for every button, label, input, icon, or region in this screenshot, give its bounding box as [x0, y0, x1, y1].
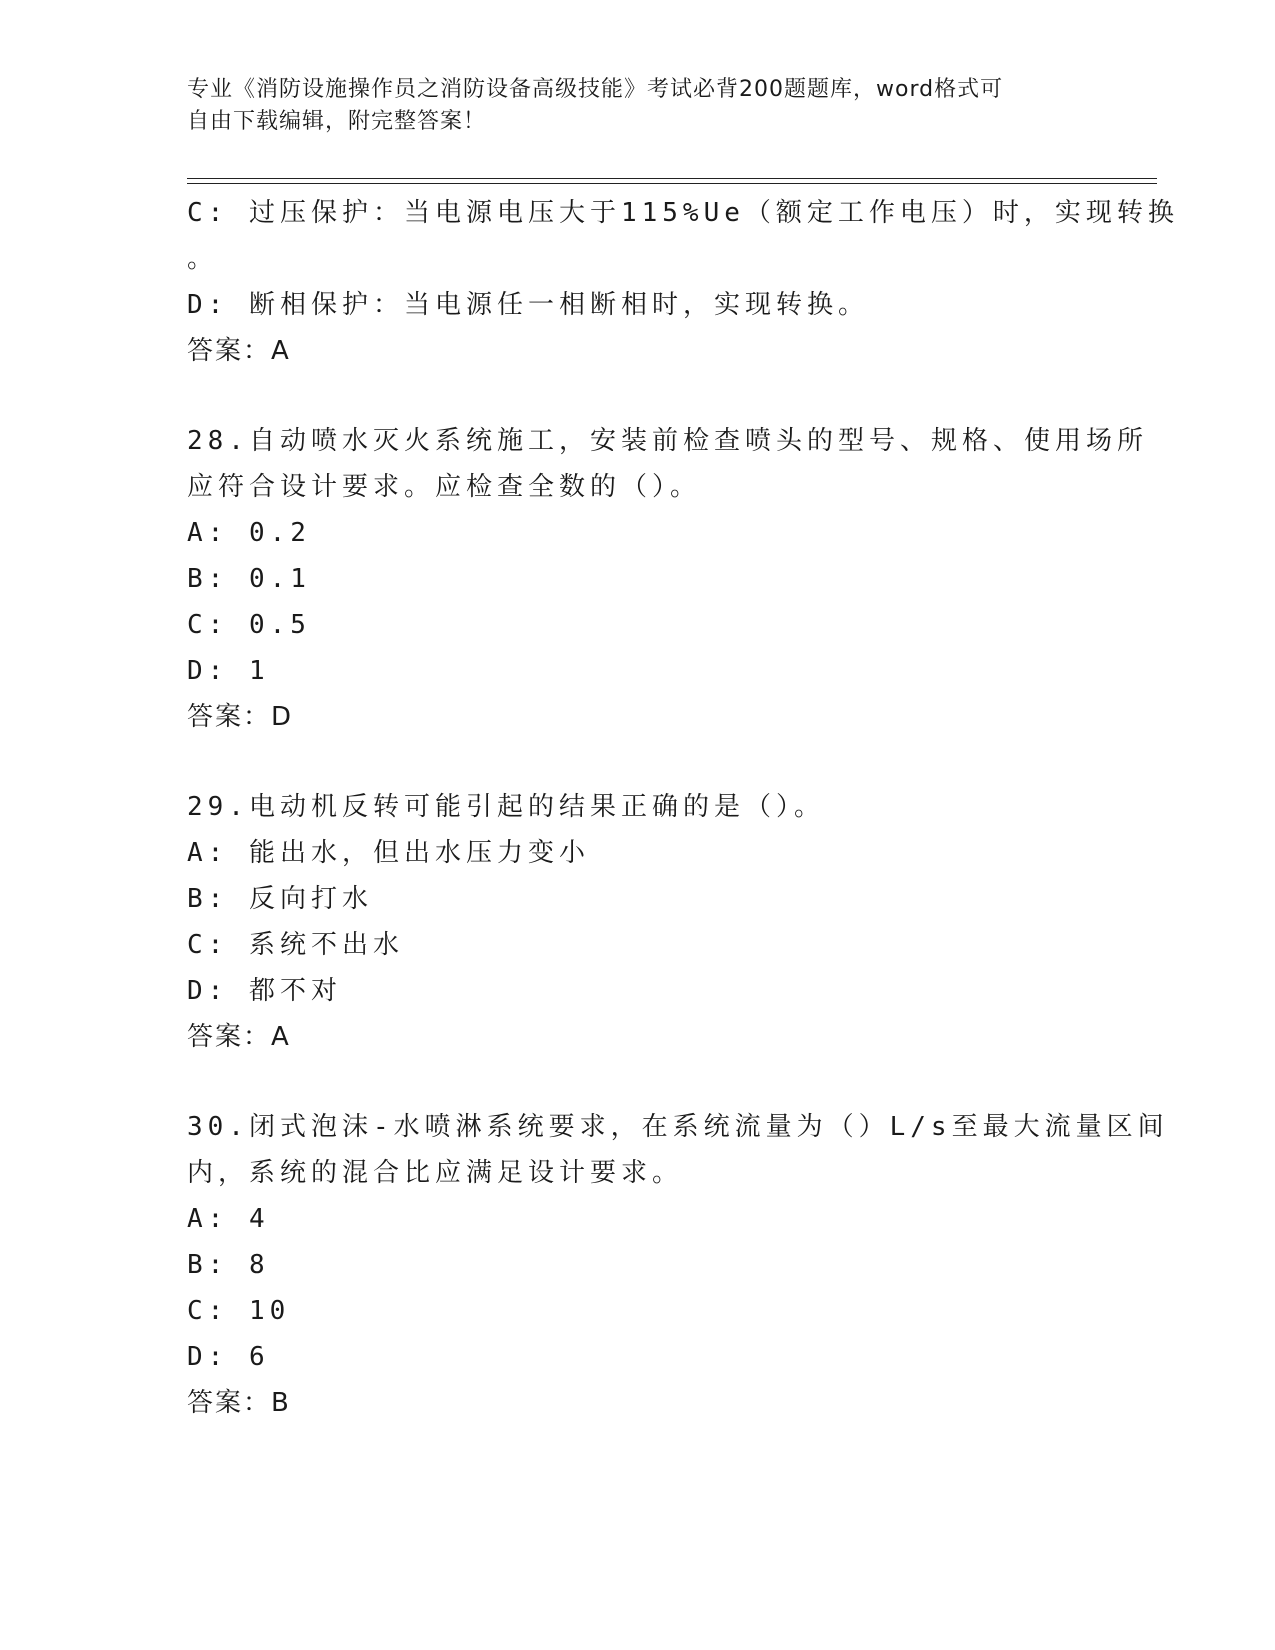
option-d: D: 断相保护：当电源任一相断相时，实现转换。 [187, 290, 869, 320]
option-c-continuation: 。 [187, 244, 219, 274]
question-28 [187, 418, 1148, 740]
option-d: D: 1 [187, 656, 270, 686]
question-stem: 29.电动机反转可能引起的结果正确的是（）。 [187, 792, 825, 822]
option-a: A: 0.2 [187, 518, 311, 548]
header-divider-bottom [187, 183, 1157, 184]
header-divider-top [187, 178, 1157, 179]
option-d: D: 都不对 [187, 976, 342, 1006]
answer-line: 答案：A [187, 336, 291, 366]
option-b: B: 8 [187, 1250, 270, 1280]
answer-line: 答案：B [187, 1388, 291, 1418]
header-line-1: 专业《消防设施操作员之消防设备高级技能》考试必背200题题库，word格式可 [187, 77, 1004, 102]
question-stem-continuation: 应符合设计要求。应检查全数的（）。 [187, 472, 702, 502]
option-c: C: 10 [187, 1296, 291, 1326]
document-header [187, 74, 1067, 138]
header-line-2: 自由下载编辑，附完整答案！ [187, 109, 487, 134]
question-stem: 30.闭式泡沫-水喷淋系统要求，在系统流量为（）L/s至最大流量区间 [187, 1112, 1169, 1142]
question-27-tail [187, 190, 1179, 374]
question-stem-continuation: 内，系统的混合比应满足设计要求。 [187, 1158, 684, 1188]
question-list [187, 190, 1179, 1426]
option-c: C: 过压保护：当电源电压大于115%Ue（额定工作电压）时，实现转换 [187, 198, 1179, 228]
option-b: B: 反向打水 [187, 884, 373, 914]
question-29 [187, 784, 1087, 1060]
option-c: C: 0.5 [187, 610, 311, 640]
option-a: A: 能出水，但出水压力变小 [187, 838, 590, 868]
answer-line: 答案：A [187, 1022, 291, 1052]
option-b: B: 0.1 [187, 564, 311, 594]
question-30 [187, 1104, 1169, 1426]
option-d: D: 6 [187, 1342, 270, 1372]
question-stem: 28.自动喷水灭火系统施工，安装前检查喷头的型号、规格、使用场所 [187, 426, 1148, 456]
option-a: A: 4 [187, 1204, 270, 1234]
answer-line: 答案：D [187, 702, 294, 732]
option-c: C: 系统不出水 [187, 930, 404, 960]
